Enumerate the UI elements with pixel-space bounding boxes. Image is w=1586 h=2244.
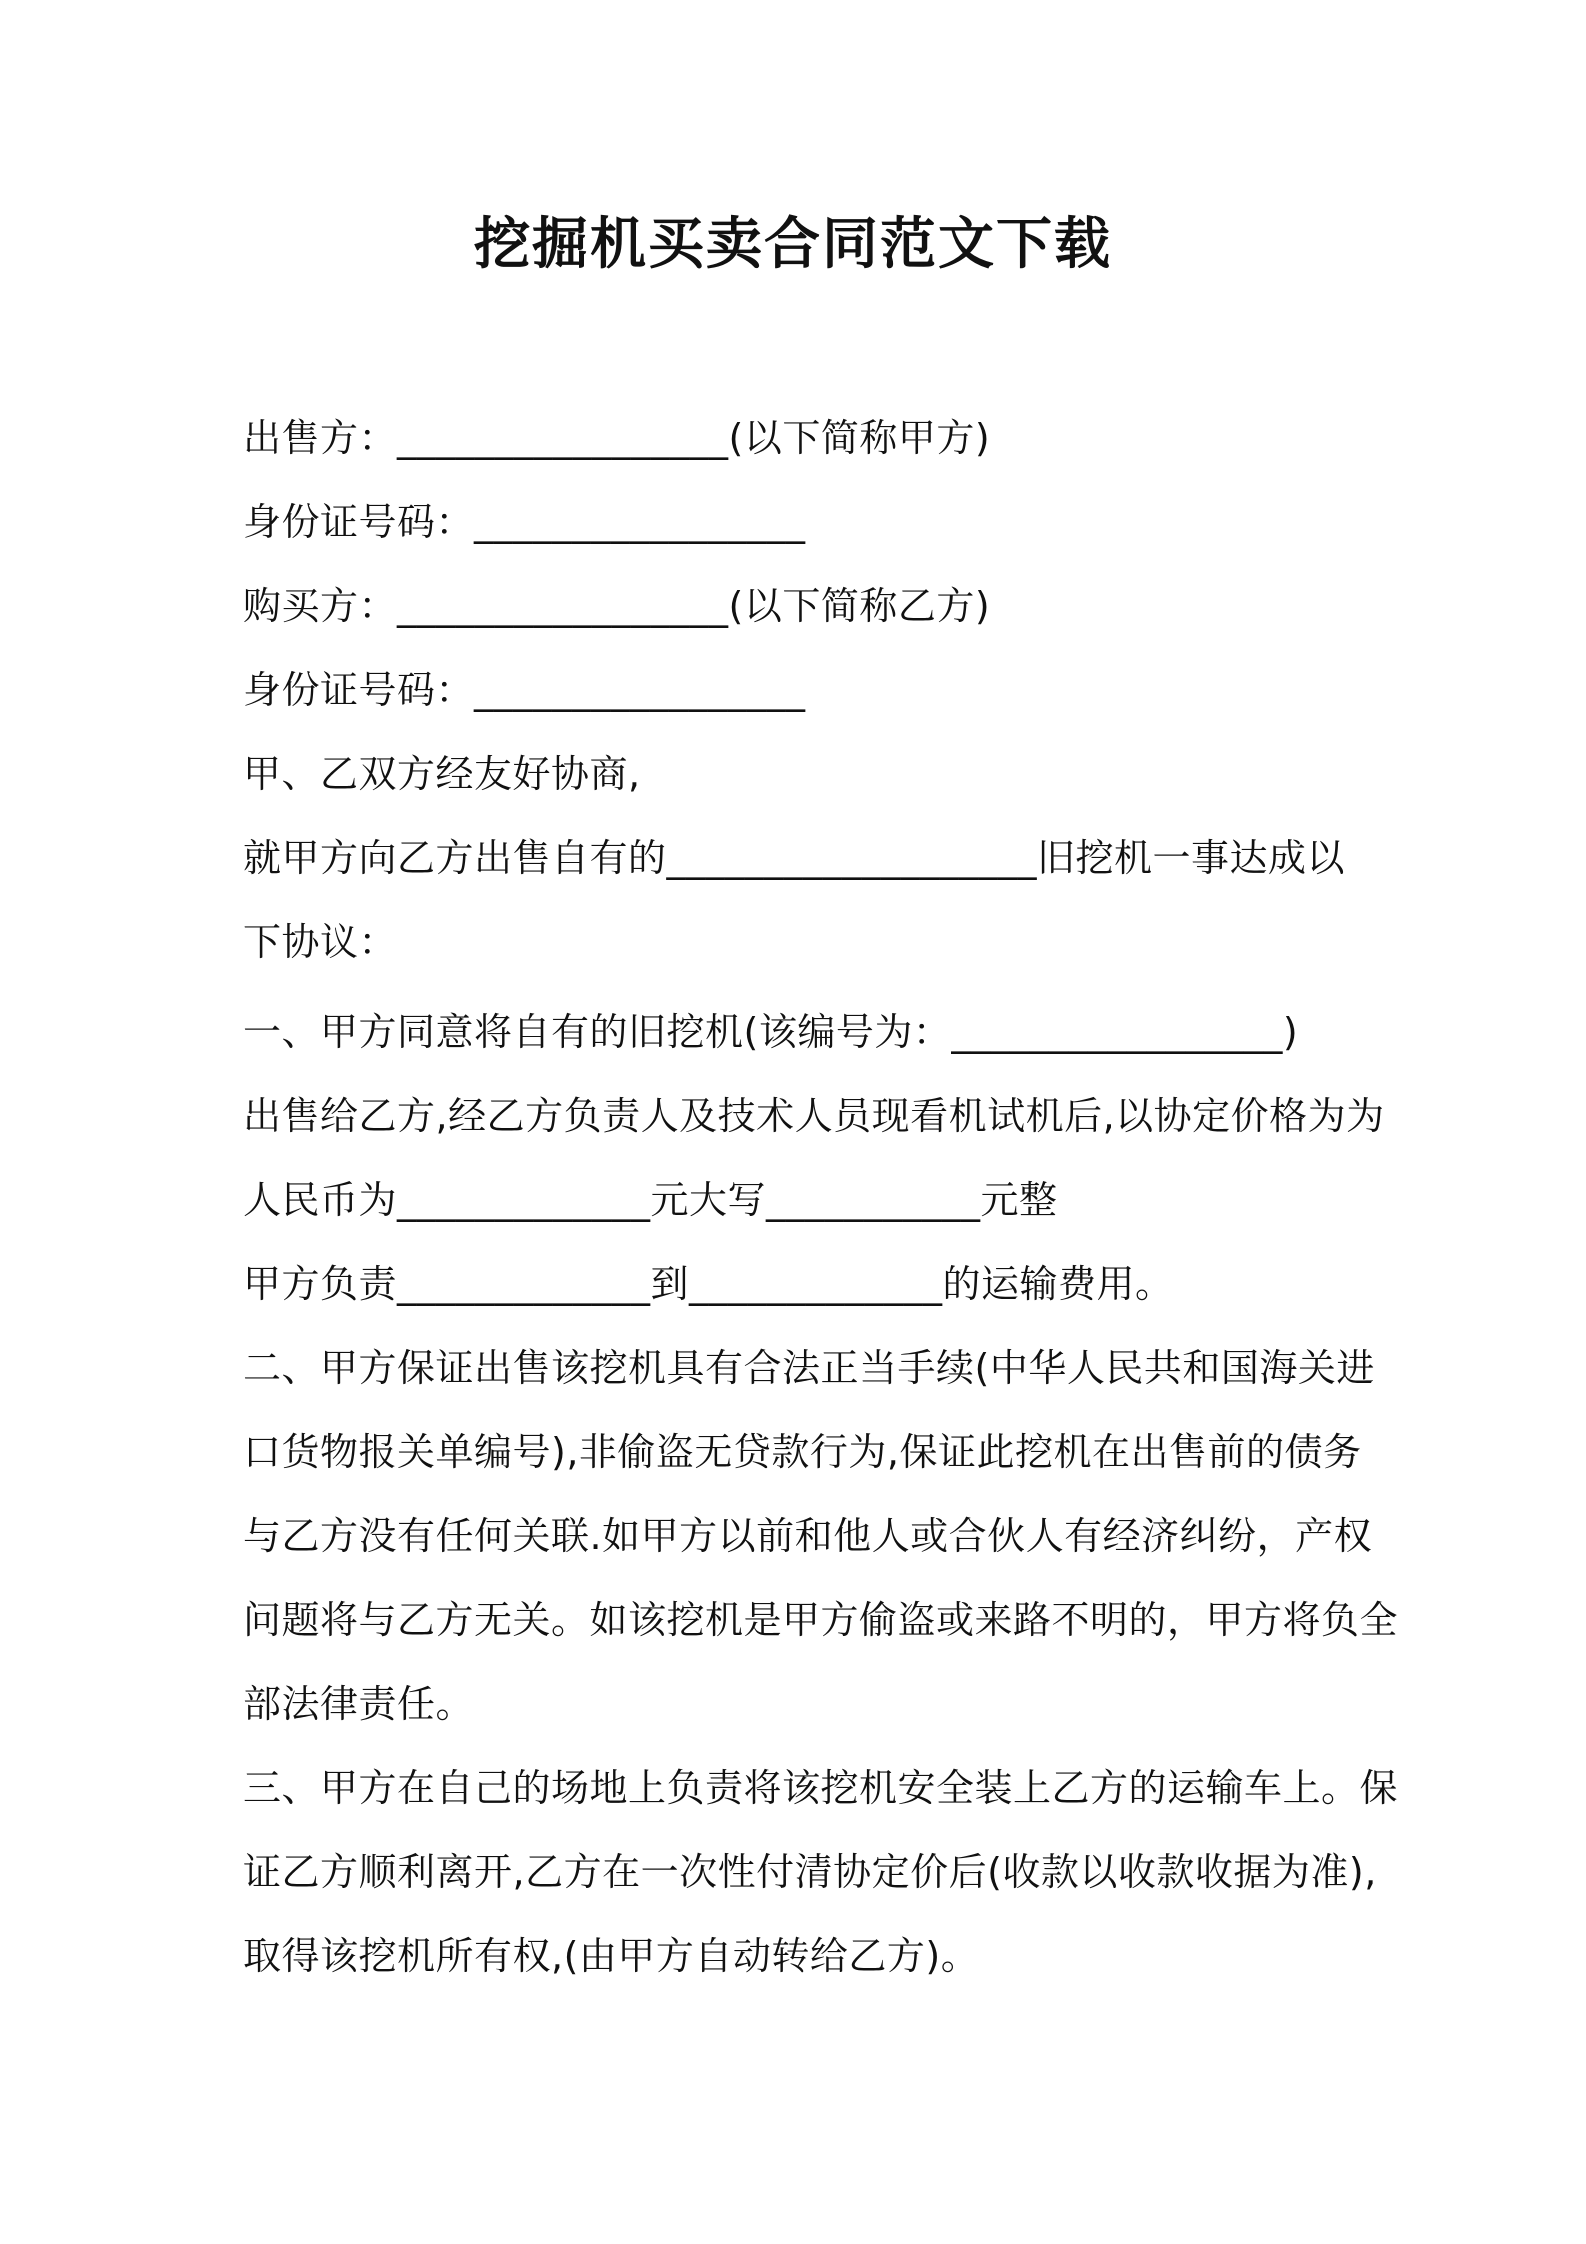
clause-two-line-2: 口货物报关单编号),非偷盗无贷款行为,保证此挖机在出售前的债务 <box>243 1430 1362 1474</box>
negotiation-line: 甲、乙双方经友好协商, <box>243 752 641 796</box>
clause-two-line-5: 部法律责任。 <box>243 1682 475 1726</box>
clause-three-line-1: 三、甲方在自己的场地上负责将该挖机安全装上乙方的运输车上。保 <box>243 1766 1399 1810</box>
agreement-intro-continued: 下协议： <box>243 920 398 964</box>
buyer-line: 购买方：_________________(以下简称乙方) <box>243 584 991 628</box>
clause-one-line-1: 一、甲方同意将自有的旧挖机(该编号为：_________________) <box>243 1010 1299 1054</box>
clause-three-line-2: 证乙方顺利离开,乙方在一次性付清协定价后(收款以收款收据为准), <box>243 1850 1377 1894</box>
seller-id-line: 身份证号码：_________________ <box>243 500 806 544</box>
clause-three-line-3: 取得该挖机所有权,(由甲方自动转给乙方)。 <box>243 1934 980 1978</box>
agreement-intro-line: 就甲方向乙方出售自有的___________________旧挖机一事达成以 <box>243 836 1346 880</box>
clause-two-line-3: 与乙方没有任何关联.如甲方以前和他人或合伙人有经济纠纷，产权 <box>243 1514 1373 1558</box>
seller-line: 出售方：_________________(以下简称甲方) <box>243 416 991 460</box>
document-title: 挖掘机买卖合同范文下载 <box>474 212 1112 277</box>
clause-two-line-4: 问题将与乙方无关。如该挖机是甲方偷盗或来路不明的，甲方将负全 <box>243 1598 1399 1642</box>
clause-one-transport-line: 甲方负责_____________到_____________的运输费用。 <box>243 1262 1174 1306</box>
buyer-id-line: 身份证号码：_________________ <box>243 668 806 712</box>
clause-two-line-1: 二、甲方保证出售该挖机具有合法正当手续(中华人民共和国海关进 <box>243 1346 1375 1390</box>
clause-one-line-2: 出售给乙方,经乙方负责人及技术人员现看机试机后,以协定价格为为 <box>243 1094 1385 1138</box>
clause-one-price-line: 人民币为_____________元大写___________元整 <box>243 1178 1058 1222</box>
